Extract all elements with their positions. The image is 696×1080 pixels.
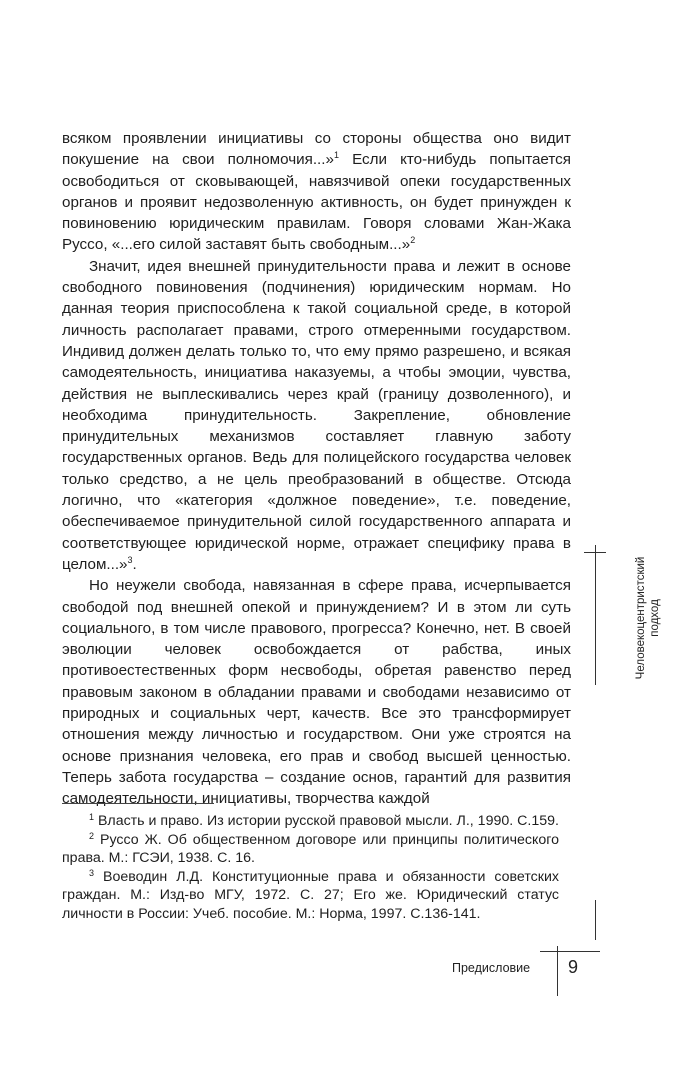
paragraph-2-text: Значит, идея внешней принудительности права и лежит в основе свободного повиновения (подчинения) юридическим нормам. Но данная теория приспособлена к такой социальной среде, в которой личность располагает правами, строго отмеренными государством. Индивид должен делать только то, что ему прямо разрешено, и всякая самодеятельность, инициатива наказуемы, а чтобы эмоции, чувства, действия не выплескивались через край (границу дозволенного), и необходима принудительность. Закрепление, обновление принудительных механизмов составляет главную заботу государственных органов. Ведь для полицейского государства человек только средство, а не цель преобразований в обществе. Отсюда логично, что «категория «должное поведение», т.е. поведение, обеспечиваемое принудительной силой государственного аппарата и соответствующее юридической норме, отражает специфику права в целом...» <box>62 257 571 573</box>
footnote-2-text: Руссо Ж. Об общественном договоре или принципы политического права. М.: ГСЭИ, 1938. С. 16. <box>62 831 559 867</box>
footnote-1 <box>62 812 559 831</box>
paragraph-1-text-b: Если кто-нибудь попытается освободиться от сковывающей, навязчивой опеки государственных органов и проявит недозволенную активность, он будет принужден к повиновению юридическим правилам. Говоря словами Жан-Жака Руссо, «...его силой заставят быть свободным...» <box>62 151 571 254</box>
paragraph-2-end: . <box>132 555 137 573</box>
footnote-ref-3[interactable]: 3 <box>127 554 133 565</box>
footnote-3 <box>62 868 559 924</box>
side-rule-tick <box>584 552 606 553</box>
footer-section-label: Предисловие <box>452 961 531 975</box>
footer-rule <box>540 951 600 952</box>
footnote-2 <box>62 831 559 868</box>
paragraph-3-text: Но неужели свобода, навязанная в сфере права, исчерпывается свободой под внешней опекой и принуждением? И в этом ли суть социального, в том числе правового, прогресса? Конечно, нет. В своей эволюции человек освобождается от рабства, иных противоестественных форм несвободы, обретая равенство перед правовым законом в обладании правами и свободами независимо от природных и социальных черт, качеств. Все это трансформирует отношения между личностью и государством. Они уже строятся на основе признания человека, его прав и свобод высшей ценностью. Теперь забота государства – создание основ, гарантий для развития самодеятельности, инициативы, творчества каждой <box>62 577 571 808</box>
footnote-1-number: 1 <box>89 812 95 822</box>
paragraph-2 <box>62 256 571 575</box>
footnote-ref-1[interactable]: 1 <box>333 150 339 161</box>
footnote-3-text: Воеводин Л.Д. Конституционные права и обязанности советских граждан. М.: Изд-во МГУ, 1972. С. 27; Его же. Юридический статус личности в России: Учеб. пособие. М.: Норма, 1997. С.136-141. <box>62 868 559 922</box>
paragraph-1 <box>62 128 571 256</box>
page-number: 9 <box>568 957 579 977</box>
paragraph-3 <box>62 575 571 809</box>
section-side-title: Человекоцентристский подход <box>635 556 661 680</box>
margin-rule <box>595 900 596 940</box>
footnote-2-number: 2 <box>89 830 95 841</box>
footnote-3-number: 3 <box>89 867 95 878</box>
footnote-separator <box>62 803 214 804</box>
main-text <box>62 128 571 810</box>
footer-divider <box>557 946 558 996</box>
footnote-1-text: Власть и право. Из истории русской правовой мысли. Л., 1990. С.159. <box>94 813 559 829</box>
footnotes <box>62 812 559 924</box>
side-rule <box>595 545 596 685</box>
paragraph-1-text: всяком проявлении инициативы со стороны общества оно видит покушение на свои полномочия...» <box>62 130 571 169</box>
footnote-ref-2[interactable]: 2 <box>410 235 416 246</box>
